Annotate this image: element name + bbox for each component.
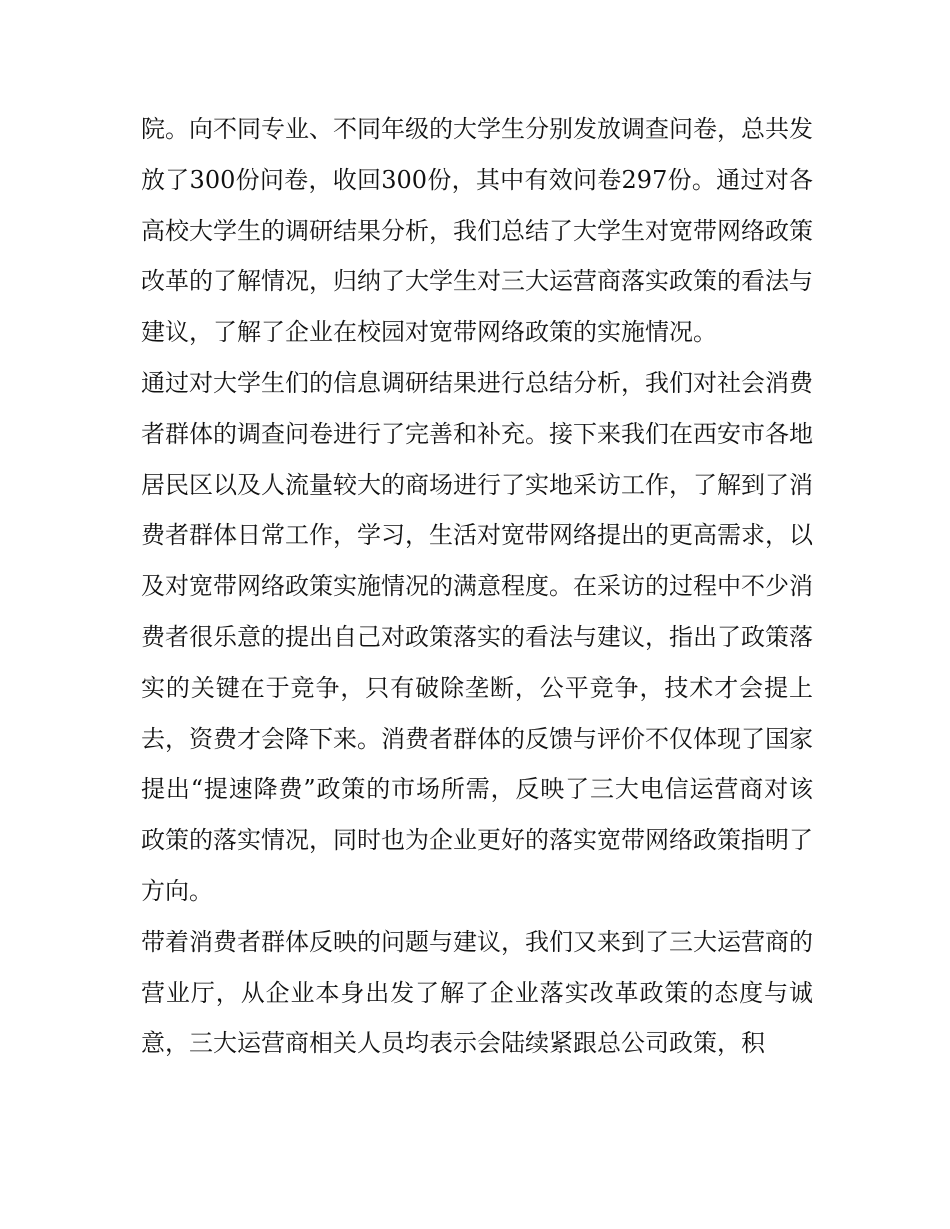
paragraph-2: 通过对大学生们的信息调研结果进行总结分析，我们对社会消费者群体的调查问卷进行了完善和补充。接下来我们在西安市各地居民区以及人流量较大的商场进行了实地采访工作，了解到了消费者群体日常工作，学习，生活对宽带网络提出的更高需求，以及对宽带网络政策实施情况的满意程度。在采访的过程中不少消费者很乐意的提出自己对政策落实的看法与建议，指出了政策落实的关键在于竞争，只有破除垄断，公平竞争，技术才会提上去，资费才会降下来。消费者群体的反馈与评价不仅体现了国家提出“提速降费”政策的市场所需，反映了三大电信运营商对该政策的落实情况，同时也为企业更好的落实宽带网络政策指明了方向。 [141, 368, 813, 905]
paragraph-1: 院。向不同专业、不同年级的大学生分别发放调查问卷，总共发放了300份问卷，收回300份，其中有效问卷297份。通过对各高校大学生的调研结果分析，我们总结了大学生对宽带网络政策改革的了解情况，归纳了大学生对三大运营商落实政策的看法与建议，了解了企业在校园对宽带网络政策的实施情况。 [141, 115, 813, 347]
paragraph-3: 带着消费者群体反映的问题与建议，我们又来到了三大运营商的营业厅，从企业本身出发了解了企业落实改革政策的态度与诚意，三大运营商相关人员均表示会陆续紧跟总公司政策，积 [141, 927, 813, 1058]
body-text [141, 104, 813, 1069]
